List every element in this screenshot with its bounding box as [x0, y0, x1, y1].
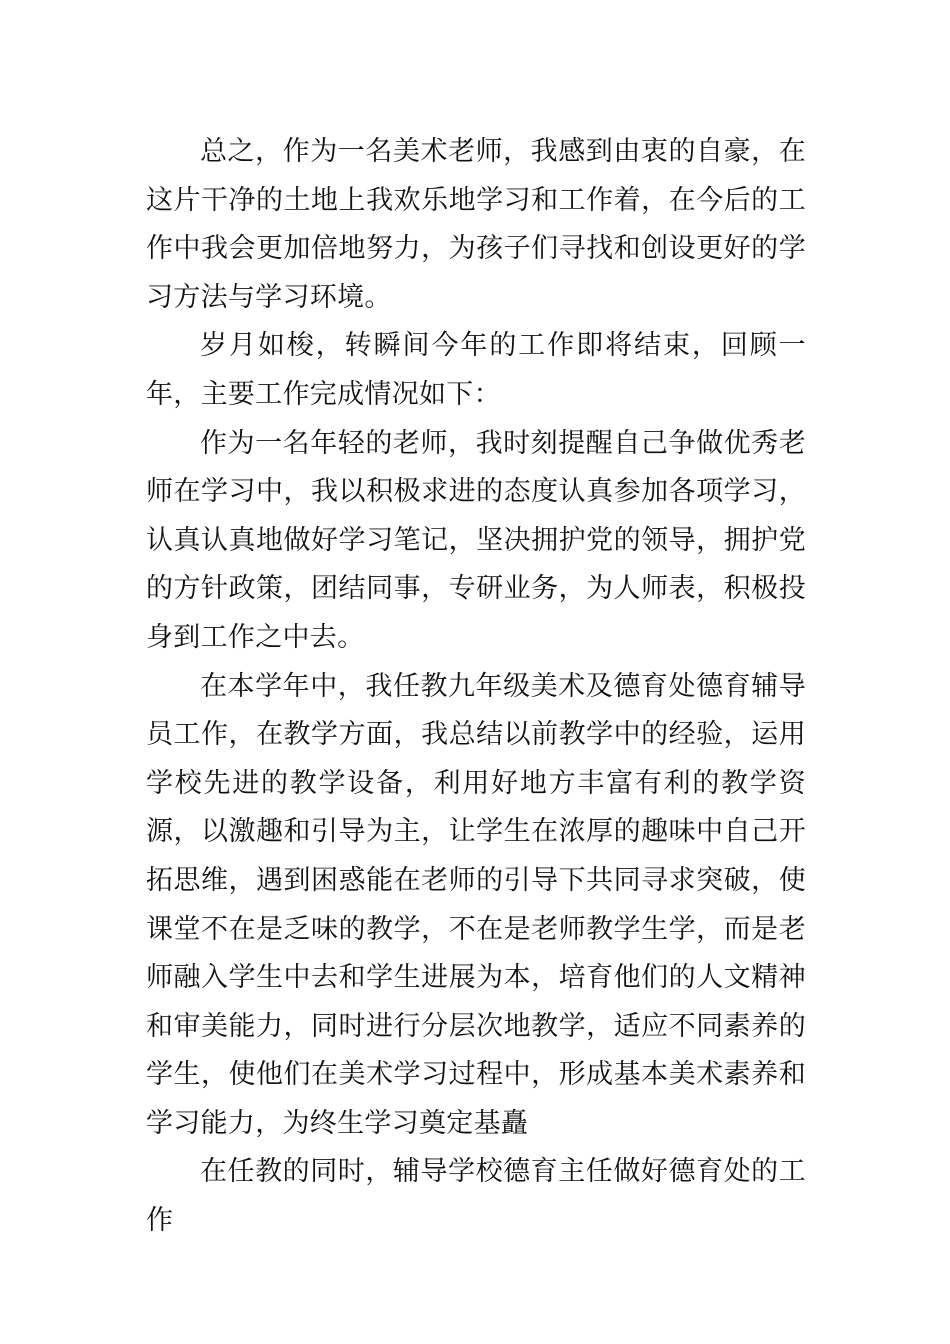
paragraph-conclusion: 总之，作为一名美术老师，我感到由衷的自豪，在这片干净的土地上我欢乐地学习和工作着，在今后的工作中我会更加倍地努力，为孩子们寻找和创设更好的学习方法与学习环境。: [146, 136, 806, 313]
paragraph-year-review-intro: 岁月如梭，转瞬间今年的工作即将结束，回顾一年，主要工作完成情况如下：: [146, 330, 806, 410]
paragraph-moral-education: 在任教的同时，辅导学校德育主任做好德育处的工作: [146, 1156, 806, 1237]
paragraph-study: 作为一名年轻的老师，我时刻提醒自己争做优秀老师在学习中，我以积极求进的态度认真参加各项学习，认真认真地做好学习笔记，坚决拥护党的领导，拥护党的方针政策，团结同事，专研业务，为人师表，积极投身到工作之中去。: [146, 427, 806, 653]
paragraph-teaching: 在本学年中，我任教九年级美术及德育处德育辅导员工作，在教学方面，我总结以前教学中的经验，运用学校先进的教学设备，利用好地方丰富有利的教学资源，以激趣和引导为主，让学生在浓厚的趣味中自己开拓思维，遇到困惑能在老师的引导下共同寻求突破，使课堂不在是乏味的教学，不在是老师教学生学，而是老师融入学生中去和学生进展为本，培育他们的人文精神和审美能力，同时进行分层次地教学，适应不同素养的学生，使他们在美术学习过程中，形成基本美术素养和学习能力，为终生学习奠定基矗: [146, 670, 806, 1139]
document-body: [146, 128, 806, 1246]
